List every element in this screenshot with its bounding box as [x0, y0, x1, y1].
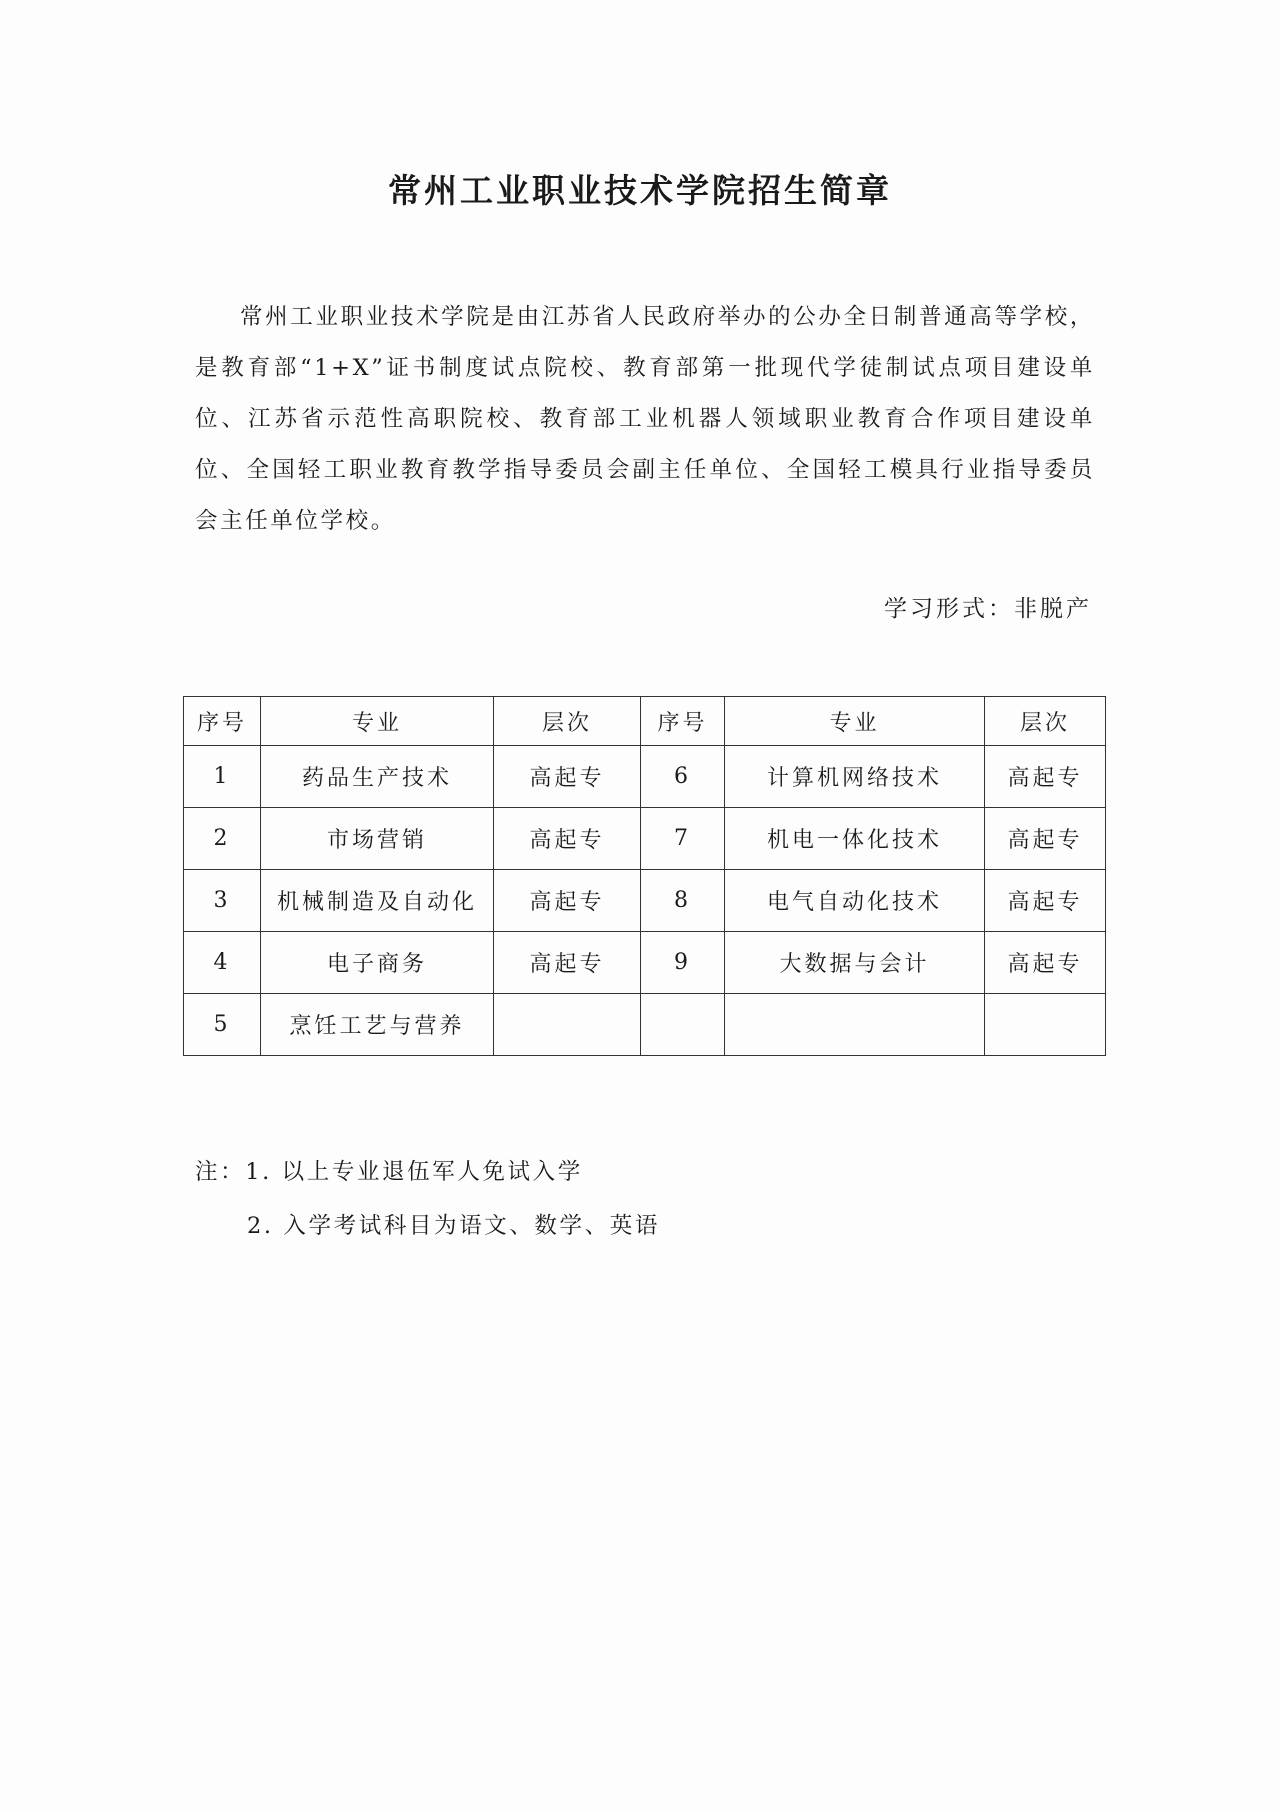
cell-index	[641, 994, 725, 1056]
header-level: 层次	[985, 697, 1106, 746]
header-major: 专业	[261, 697, 494, 746]
notes-section	[195, 1145, 660, 1253]
cell-major: 药品生产技术	[261, 746, 494, 808]
cell-index: 8	[641, 870, 725, 932]
page-title: 常州工业职业技术学院招生简章	[388, 171, 892, 210]
cell-level: 高起专	[985, 870, 1106, 932]
header-index: 序号	[641, 697, 725, 746]
cell-index: 3	[184, 870, 261, 932]
cell-major: 计算机网络技术	[725, 746, 985, 808]
cell-major: 机械制造及自动化	[261, 870, 494, 932]
cell-index: 1	[184, 746, 261, 808]
cell-major: 市场营销	[261, 808, 494, 870]
cell-major: 电子商务	[261, 932, 494, 994]
cell-major	[725, 994, 985, 1056]
cell-major: 机电一体化技术	[725, 808, 985, 870]
header-level: 层次	[494, 697, 641, 746]
cell-level: 高起专	[494, 746, 641, 808]
cell-level	[494, 994, 641, 1056]
cell-major: 烹饪工艺与营养	[261, 994, 494, 1056]
note-text: 2. 入学考试科目为语文、数学、英语	[247, 1213, 660, 1239]
cell-index: 4	[184, 932, 261, 994]
note-item	[195, 1145, 660, 1199]
cell-major: 电气自动化技术	[725, 870, 985, 932]
table-row	[184, 932, 1106, 994]
cell-index: 2	[184, 808, 261, 870]
cell-level: 高起专	[494, 870, 641, 932]
cell-index: 6	[641, 746, 725, 808]
cell-level: 高起专	[494, 932, 641, 994]
table-header-row	[184, 697, 1106, 746]
cell-level: 高起专	[494, 808, 641, 870]
cell-index: 5	[184, 994, 261, 1056]
study-form-label: 学习形式：非脱产	[884, 596, 1092, 622]
table-row	[184, 870, 1106, 932]
cell-level: 高起专	[985, 808, 1106, 870]
cell-level: 高起专	[985, 746, 1106, 808]
cell-level	[985, 994, 1106, 1056]
table-row	[184, 808, 1106, 870]
header-index: 序号	[184, 697, 261, 746]
cell-index: 7	[641, 808, 725, 870]
note-text: 1. 以上专业退伍军人免试入学	[245, 1159, 583, 1185]
cell-major: 大数据与会计	[725, 932, 985, 994]
table-row	[184, 994, 1106, 1056]
majors-table	[183, 696, 1106, 1056]
table-row	[184, 746, 1106, 808]
notes-label: 注：	[195, 1159, 246, 1185]
header-major: 专业	[725, 697, 985, 746]
cell-index: 9	[641, 932, 725, 994]
intro-paragraph: 常州工业职业技术学院是由江苏省人民政府举办的公办全日制普通高等学校，是教育部“1+X”证书制度试点院校、教育部第一批现代学徒制试点项目建设单位、江苏省示范性高职院校、教育部工业机器人领域职业教育合作项目建设单位、全国轻工职业教育教学指导委员会副主任单位、全国轻工模具行业指导委员会主任单位学校。	[195, 304, 1095, 534]
cell-level: 高起专	[985, 932, 1106, 994]
note-item	[195, 1199, 660, 1253]
